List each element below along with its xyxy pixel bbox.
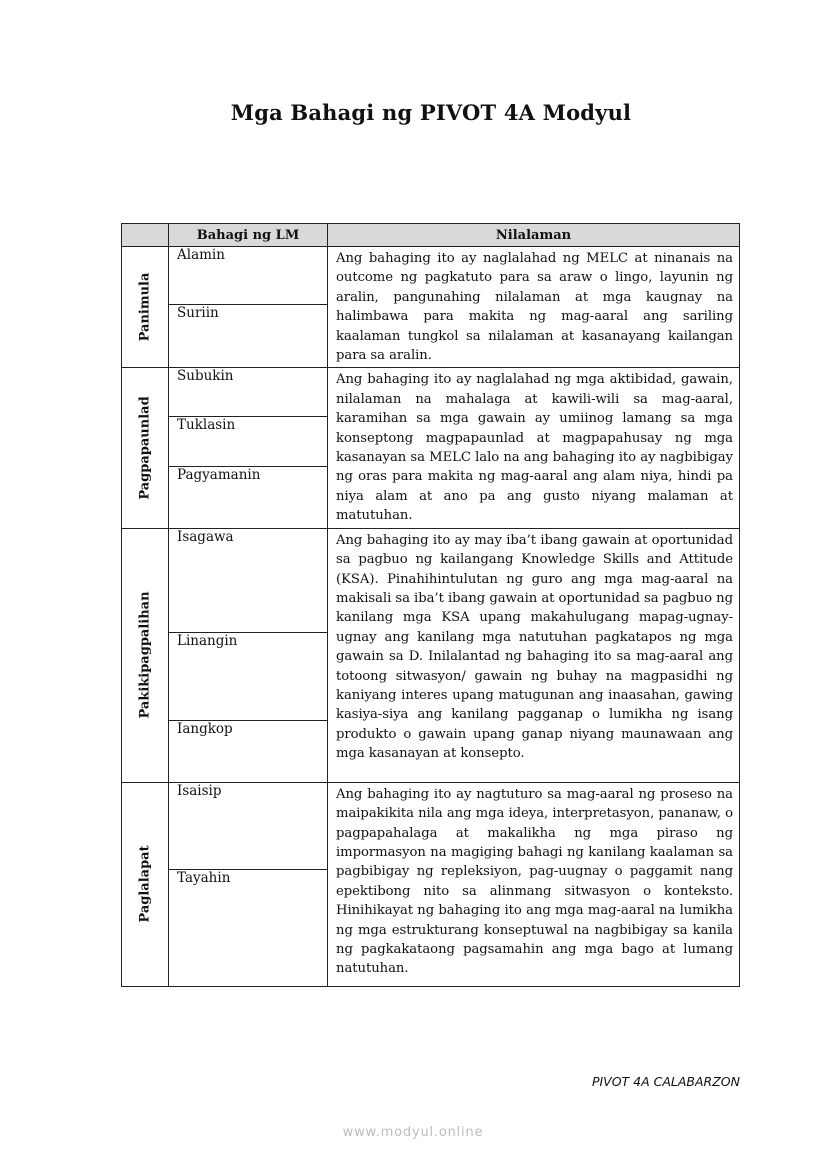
part-pagyamanin: Pagyamanin (169, 466, 328, 528)
phase-label: Panimula (137, 272, 153, 342)
part-isaisip: Isaisip (169, 782, 328, 869)
part-tayahin: Tayahin (169, 869, 328, 986)
header-phase (122, 224, 169, 247)
phase-cell-panimula (122, 247, 169, 368)
footer-label: PIVOT 4A CALABARZON (591, 1074, 740, 1089)
lm-parts-table (121, 223, 740, 987)
phase-label: Paglalapat (137, 845, 153, 923)
part-subukin: Subukin (169, 368, 328, 416)
part-linangin: Linangin (169, 632, 328, 720)
content-pagpapaunlad: Ang bahaging ito ay naglalahad ng mga aktibidad, gawain, nilalaman na mahalaga at kawili-wili sa mag-aaral, karamihan sa mga gawain ay umiinog lamang sa mga konseptong magpapaunlad at magpapahusay ng mga kasanayan sa MELC lalo na ang bahaging ito ay nagbibigay ng oras para makita ng mag-aaral ang alam niya, hindi pa niya alam at ano pa ang gusto niyang malaman at matutuhan. (328, 368, 740, 528)
table-header-row (122, 224, 740, 247)
header-nilalaman: Nilalaman (328, 224, 740, 247)
content-pakikipagpalihan: Ang bahaging ito ay may iba’t ibang gawain at oportunidad sa pagbuo ng kailangang Knowledge Skills and Attitude (KSA). Pinahihintulutan ng guro ang mga mag-aaral na makisali sa iba’t ibang gawain at oportunidad sa pagbuo ng kanilang mga KSA upang makahulugang mapag-ugnay-ugnay ang kanilang mga natutuhan pagkatapos ng mga gawain sa D. Inilalantad ng bahaging ito sa mag-aaral ang totoong sitwasyon/ gawain ng buhay na magpasidhi ng kaniyang interes upang matugunan ang inaasahan, gawing kasiya-siya ang kanilang pagganap o lumikha ng isang produkto o gawain upang ganap niyang maunawaan ang mga kasanayan at konsepto. (328, 528, 740, 782)
part-suriin: Suriin (169, 305, 328, 368)
phase-cell-pakikipagpalihan (122, 528, 169, 782)
table-row (122, 782, 740, 869)
table-row (122, 368, 740, 416)
part-isagawa: Isagawa (169, 528, 328, 632)
phase-cell-pagpapaunlad (122, 368, 169, 528)
watermark: www.modyul.online (342, 1125, 484, 1140)
part-tuklasin: Tuklasin (169, 416, 328, 466)
header-bahagi: Bahagi ng LM (169, 224, 328, 247)
part-alamin: Alamin (169, 247, 328, 305)
phase-label: Pakikipagpalihan (137, 591, 153, 719)
phase-cell-paglalapat (122, 782, 169, 986)
page-title: Mga Bahagi ng PIVOT 4A Modyul (230, 100, 632, 125)
part-iangkop: Iangkop (169, 720, 328, 782)
table-row (122, 528, 740, 632)
table-row (122, 247, 740, 305)
content-panimula: Ang bahaging ito ay naglalahad ng MELC at ninanais na outcome ng pagkatuto para sa araw o lingo, layunin ng aralin, pangunahing nilalaman at mga kaugnay na halimbawa para makita ng mag-aaral ang sariling kaalaman tungkol sa nilalaman at kasanayang kailangan para sa aralin. (328, 247, 740, 368)
content-paglalapat: Ang bahaging ito ay nagtuturo sa mag-aaral ng proseso na maipakikita nila ang mga ideya, interpretasyon, pananaw, o pagpapahalaga at makalikha ng mga piraso ng impormasyon na magiging bahagi ng kanilang kaalaman sa pagbibigay ng repleksiyon, pag-uugnay o paggamit nang epektibong nito sa alinmang sitwasyon o konteksto. Hinihikayat ng bahaging ito ang mga mag-aaral na lumikha ng mga estrukturang konseptuwal na nagbibigay sa kanila ng pagkakataong pagsamahin ang mga bago at lumang natutuhan. (328, 782, 740, 986)
phase-label: Pagpapaunlad (137, 396, 153, 500)
